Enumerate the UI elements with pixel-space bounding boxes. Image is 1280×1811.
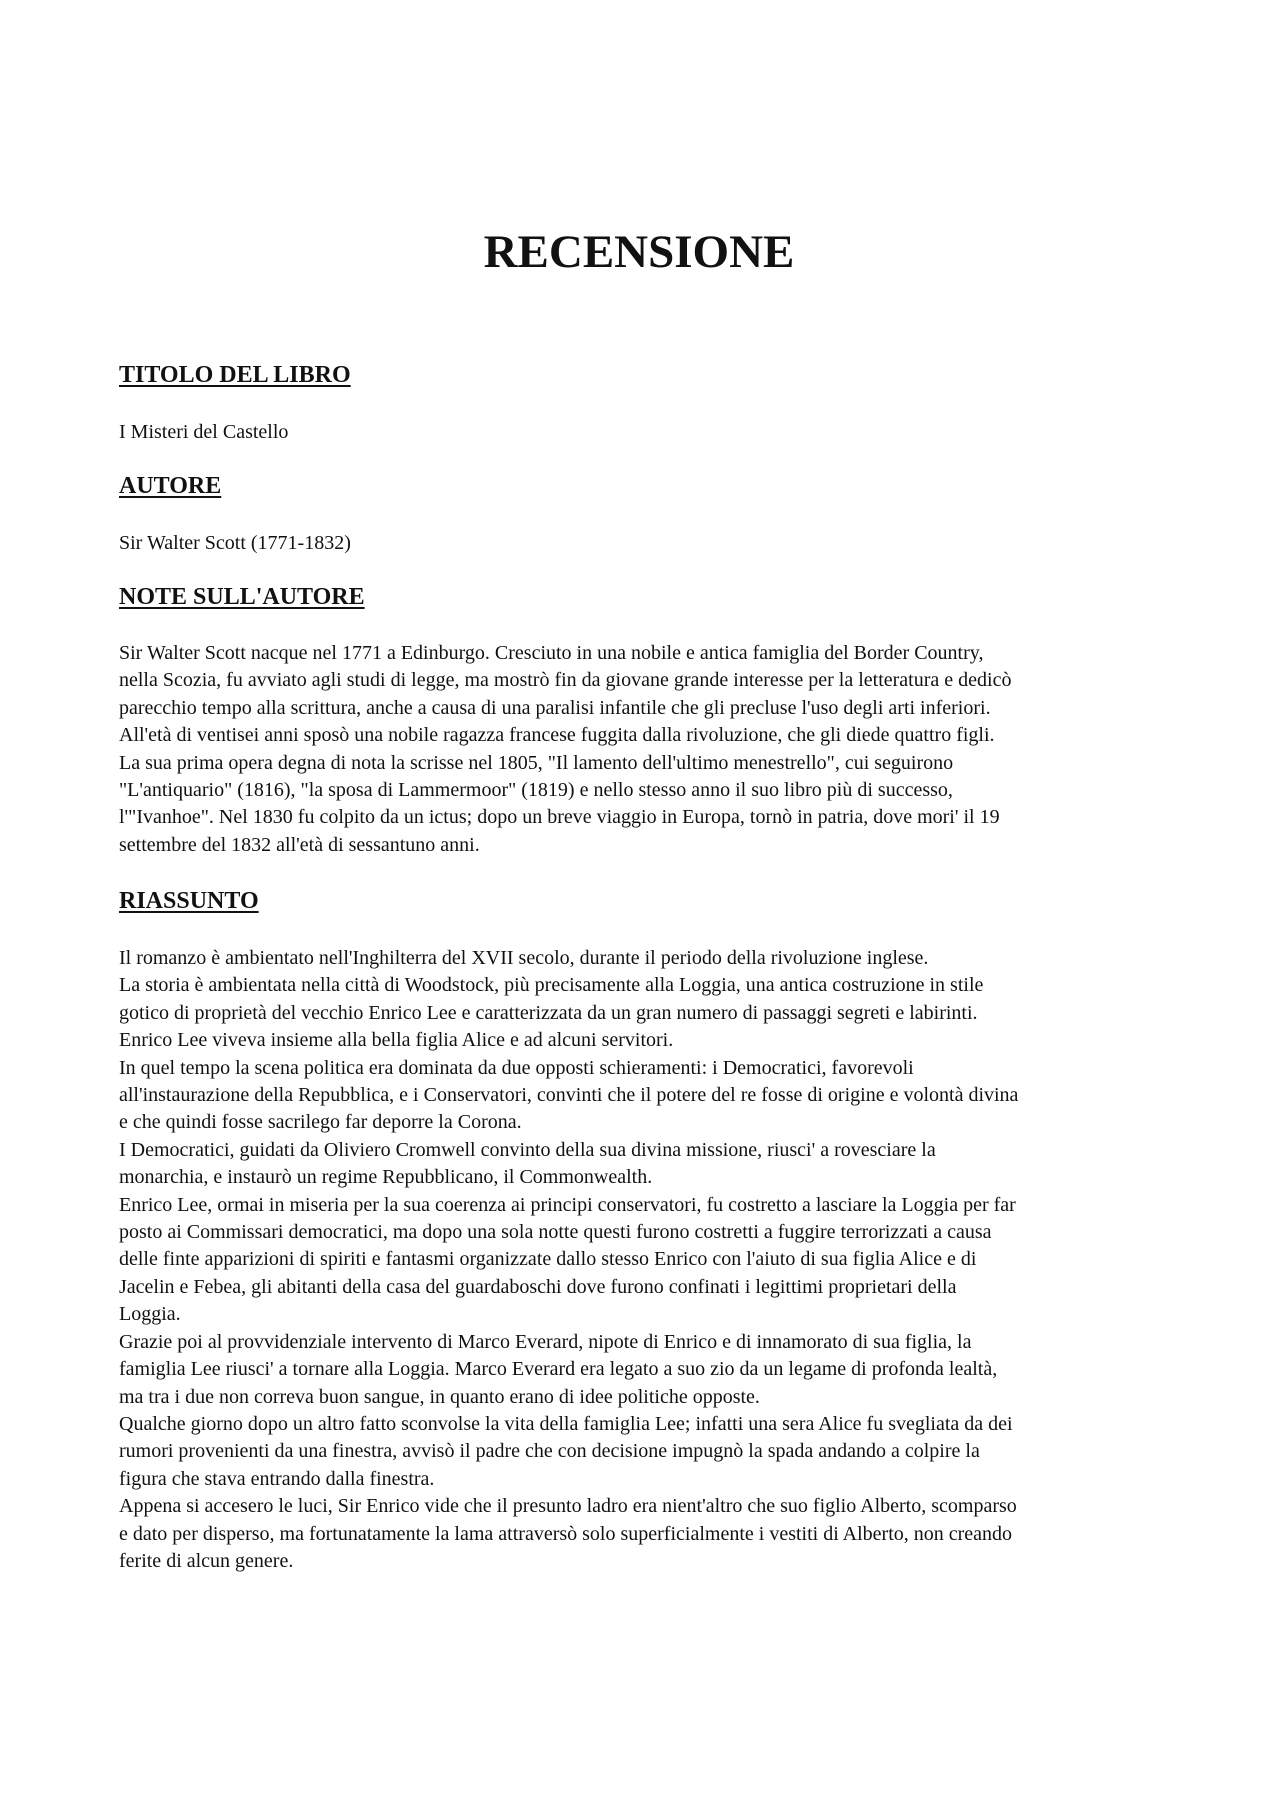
summary-line: figura che stava entrando dalla finestra. (119, 1467, 435, 1490)
summary-line: Grazie poi al provvidenziale intervento di Marco Everard, nipote di Enrico e di innamorato di sua figlia, la (119, 1330, 972, 1353)
document-title: RECENSIONE (483, 226, 795, 278)
summary-line: rumori provenienti da una finestra, avvisò il padre che con decisione impugnò la spada andando a colpire la (119, 1440, 980, 1463)
summary-line: Il romanzo è ambientato nell'Inghilterra del XVII secolo, durante il periodo della rivoluzione inglese. (119, 947, 929, 969)
summary-line: Jacelin e Febea, gli abitanti della casa del guardaboschi dove furono confinati i legittimi proprietari della (119, 1275, 957, 1298)
book-title-value: I Misteri del Castello (119, 421, 289, 443)
summary-line: ferite di alcun genere. (119, 1549, 294, 1572)
summary-line: Enrico Lee viveva insieme alla bella figlia Alice e ad alcuni servitori. (119, 1029, 674, 1052)
heading-note-sull-autore: NOTE SULL'AUTORE (119, 584, 365, 610)
summary-line: ma tra i due non correva buon sangue, in quanto erano di idee politiche opposte. (119, 1385, 760, 1408)
author-notes-line: Sir Walter Scott nacque nel 1771 a Edinburgo. Cresciuto in una nobile e antica famiglia del Border Country, (119, 642, 984, 664)
summary-line: monarchia, e instaurò un regime Repubblicano, il Commonwealth. (119, 1166, 653, 1189)
summary-line: Loggia. (119, 1303, 181, 1326)
author-notes-line: parecchio tempo alla scrittura, anche a causa di una paralisi infantile che gli precluse l'uso degli arti inferiori. (119, 696, 991, 719)
heading-riassunto: RIASSUNTO (119, 888, 259, 914)
summary-line: Enrico Lee, ormai in miseria per la sua coerenza ai principi conservatori, fu costretto a lasciare la Loggia per far (119, 1193, 1016, 1216)
author-notes-line: La sua prima opera degna di nota la scrisse nel 1805, "Il lamento dell'ultimo menestrello", cui seguirono (119, 751, 954, 774)
summary-line: gotico di proprietà del vecchio Enrico Lee e caratterizzata da un gran numero di passaggi segreti e labirinti. (119, 1001, 978, 1024)
author-value: Sir Walter Scott (1771-1832) (119, 532, 351, 554)
summary-line: Qualche giorno dopo un altro fatto sconvolse la vita della famiglia Lee; infatti una sera Alice fu svegliata da dei (119, 1412, 1013, 1435)
author-notes-line: settembre del 1832 all'età di sessantuno anni. (119, 833, 480, 856)
summary-line: e che quindi fosse sacrilego far deporre la Corona. (119, 1111, 522, 1134)
author-notes-line: l'"Ivanhoe". Nel 1830 fu colpito da un ictus; dopo un breve viaggio in Europa, tornò in patria, dove mori' il 19 (119, 806, 1000, 829)
summary-line: e dato per disperso, ma fortunatamente la lama attraversò solo superficialmente i vestiti di Alberto, non creando (119, 1522, 1013, 1545)
summary-paragraph (119, 945, 1179, 1575)
summary-line: posto ai Commissari democratici, ma dopo una sola notte questi furono costretti a fuggire terrorizzati a causa (119, 1221, 992, 1244)
author-notes-paragraph (119, 640, 1179, 859)
summary-line: La storia è ambientata nella città di Woodstock, più precisamente alla Loggia, una antica costruzione in stile (119, 974, 984, 997)
heading-titolo-del-libro: TITOLO DEL LIBRO (119, 362, 351, 388)
author-notes-line: "L'antiquario" (1816), "la sposa di Lammermoor" (1819) e nello stesso anno il suo libro più di successo, (119, 779, 953, 802)
summary-line: all'instaurazione della Repubblica, e i Conservatori, convinti che il potere del re fosse di origine e volontà divina (119, 1084, 1019, 1107)
summary-line: I Democratici, guidati da Oliviero Cromwell convinto della sua divina missione, riusci' a rovesciare la (119, 1138, 936, 1161)
heading-autore: AUTORE (119, 473, 222, 499)
author-notes-line: nella Scozia, fu avviato agli studi di legge, ma mostrò fin da giovane grande interesse per la letteratura e dedicò (119, 669, 1012, 692)
summary-line: In quel tempo la scena politica era dominata da due opposti schieramenti: i Democratici, favorevoli (119, 1056, 914, 1079)
summary-line: famiglia Lee riusci' a tornare alla Loggia. Marco Everard era legato a suo zio da un legame di profonda lealtà, (119, 1358, 998, 1381)
author-notes-line: All'età di ventisei anni sposò una nobile ragazza francese fuggita dalla rivoluzione, che gli diede quattro figli. (119, 724, 995, 747)
summary-line: Appena si accesero le luci, Sir Enrico vide che il presunto ladro era nient'altro che suo figlio Alberto, scomparso (119, 1495, 1017, 1518)
summary-line: delle finte apparizioni di spiriti e fantasmi organizzate dallo stesso Enrico con l'aiuto di sua figlia Alice e di (119, 1248, 977, 1271)
